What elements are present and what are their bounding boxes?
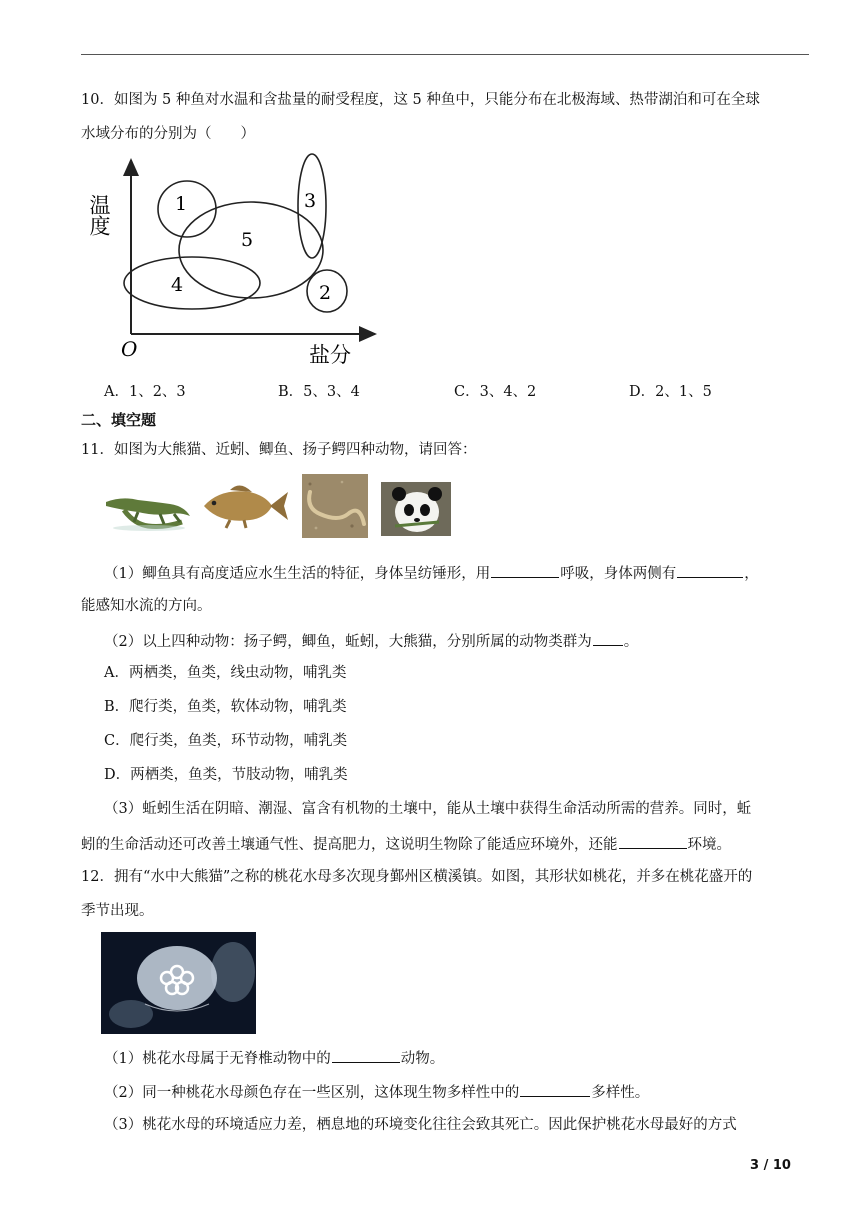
fish-label-4: 4 <box>171 274 184 296</box>
q11-part1-line2: 能感知水流的方向。 <box>81 598 212 614</box>
fish-label-3: 3 <box>304 190 317 212</box>
q11-option-a: A．两栖类，鱼类，线虫动物，哺乳类 <box>104 665 347 681</box>
q11-part3-line2: 蚓的生命活动还可改善土壤通气性、提高肥力，这说明生物除了能适应环境外，还能 环境。 <box>81 833 731 855</box>
fish-label-1: 1 <box>175 193 188 215</box>
answer-blank[interactable] <box>593 630 623 646</box>
q10-option-d: D．2、1、5 <box>629 384 712 400</box>
header-rule <box>81 54 809 55</box>
answer-blank[interactable] <box>491 562 559 578</box>
y-axis-label: 温度 <box>87 194 111 236</box>
q10-option-b: B．5、3、4 <box>278 384 360 400</box>
q10-option-a: A．1、2、3 <box>104 384 186 400</box>
answer-blank[interactable] <box>520 1081 590 1097</box>
q10-stem-line1: 10．如图为 5 种鱼对水温和含盐量的耐受程度，这 5 种鱼中，只能分布在北极海域、热带湖泊和可在全球 <box>81 92 760 108</box>
q10-stem-line2: 水域分布的分别为（ ） <box>81 126 255 142</box>
panda-image <box>381 482 451 536</box>
section-title: 二、填空题 <box>81 411 157 429</box>
crocodile-image <box>104 476 194 536</box>
answer-blank[interactable] <box>677 562 743 578</box>
q12-stem-line1: 12．拥有“水中大熊猫”之称的桃花水母多次现身鄞州区横溪镇。如图，其形状如桃花，并多在桃花盛开的 <box>81 869 753 885</box>
q12-part2: （2）同一种桃花水母颜色存在一些区别，这体现生物多样性中的 多样性。 <box>104 1081 649 1103</box>
fish-tolerance-diagram <box>87 150 395 372</box>
q11-part2: （2）以上四种动物：扬子鳄，鲫鱼，蚯蚓，大熊猫，分别所属的动物类群为 。 <box>104 630 638 652</box>
earthworm-image <box>302 474 368 538</box>
fish-label-2: 2 <box>319 282 332 304</box>
answer-blank[interactable] <box>619 833 687 849</box>
x-axis-label: 盐分 <box>309 343 351 367</box>
q11-option-b: B．爬行类，鱼类，软体动物，哺乳类 <box>104 699 347 715</box>
page-number: 3 / 10 <box>750 1158 791 1173</box>
q10-option-c: C．3、4、2 <box>454 384 537 400</box>
q11-part1-line1: （1）鲫鱼具有高度适应水生生活的特征，身体呈纺锤形，用 呼吸，身体两侧有 ， <box>104 562 759 584</box>
q12-part3: （3）桃花水母的环境适应力差，栖息地的环境变化往往会致其死亡。因此保护桃花水母最好的方式 <box>104 1117 737 1133</box>
q11-option-d: D．两栖类，鱼类，节肢动物，哺乳类 <box>104 767 348 783</box>
fish-label-5: 5 <box>241 229 254 251</box>
q11-option-c: C．爬行类，鱼类，环节动物，哺乳类 <box>104 733 348 749</box>
carp-image <box>200 476 290 536</box>
jellyfish-image <box>101 932 256 1034</box>
answer-blank[interactable] <box>332 1047 400 1063</box>
q12-stem-line2: 季节出现。 <box>81 903 154 919</box>
q11-stem: 11．如图为大熊猫、近蚓、鲫鱼、扬子鳄四种动物，请回答： <box>81 442 477 458</box>
fish-range-4 <box>124 257 260 309</box>
origin-label: O <box>121 337 138 361</box>
q12-part1: （1）桃花水母属于无脊椎动物中的 动物。 <box>104 1047 444 1069</box>
q11-part3-line1: （3）蚯蚓生活在阴暗、潮湿、富含有机物的土壤中，能从土壤中获得生命活动所需的营养。同时，蚯 <box>104 801 752 817</box>
